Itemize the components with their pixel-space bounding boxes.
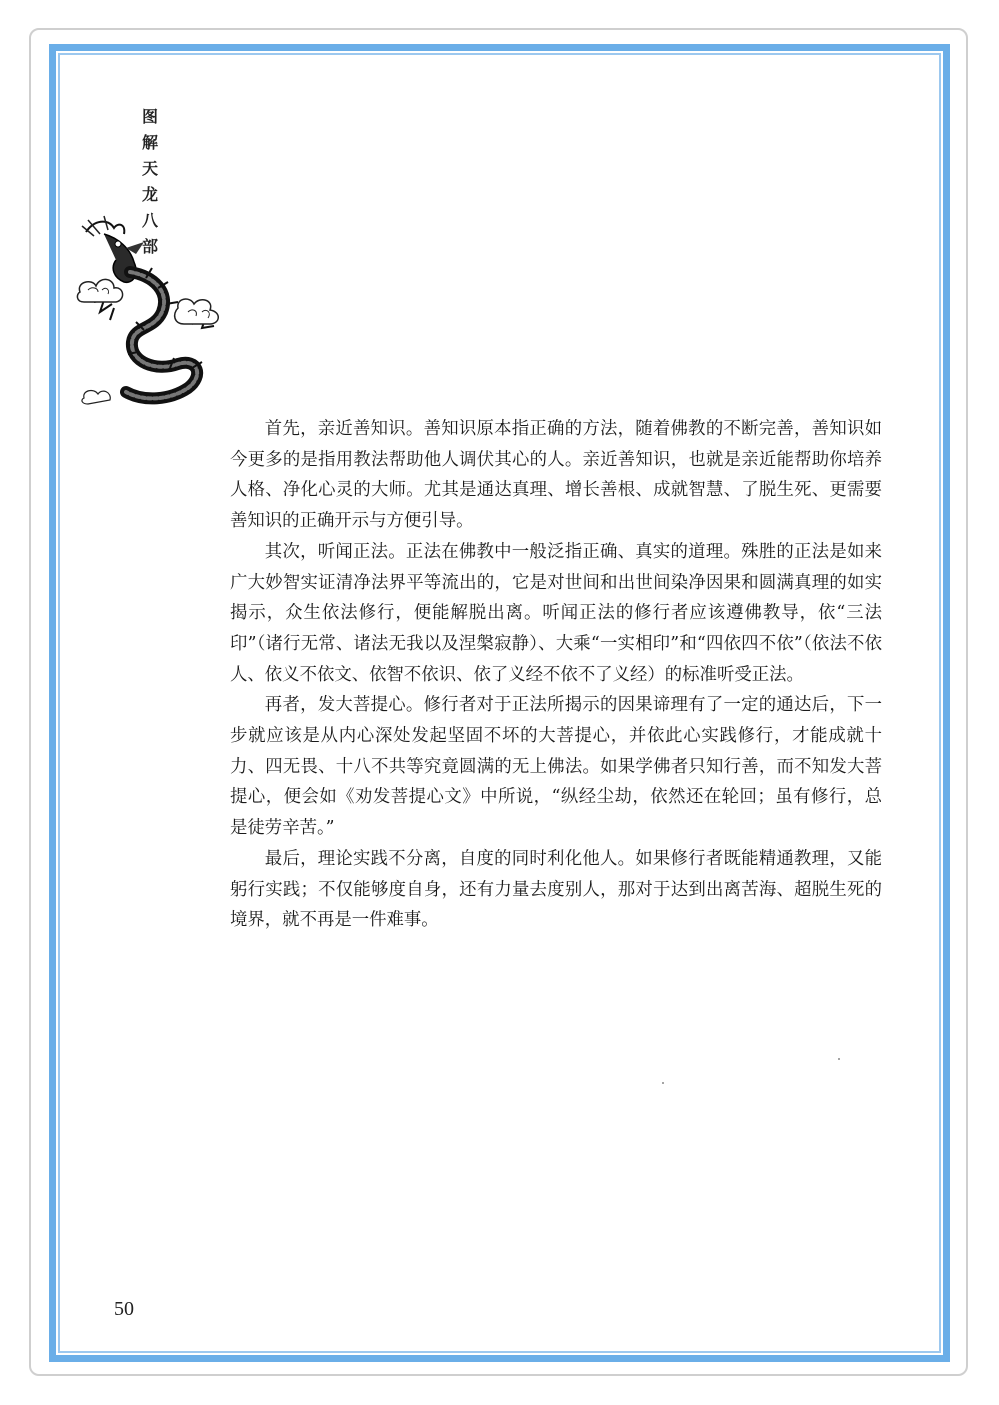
title-char: 解 [141, 133, 158, 152]
page-number: 50 [114, 1298, 134, 1320]
title-char: 八 [141, 211, 158, 230]
paragraph: 最后，理论实践不分离，自度的同时利化他人。如果修行者既能精通教理，又能躬行实践；不仅能够度自身，还有力量去度别人，那对于达到出离苦海、超脱生死的境界，就不再是一件难事。 [230, 848, 882, 931]
paragraph: 再者，发大菩提心。修行者对于正法所揭示的因果谛理有了一定的通达后，下一步就应该是从内心深处发起坚固不坏的大菩提心，并依此心实践修行，才能成就十力、四无畏、十八不共等究竟圆满的无上佛法。如果学佛者只知行善，而不知发大菩提心，便会如《劝发菩提心文》中所说，“纵经尘劫，依然还在轮回；虽有修行，总是徒劳辛苦。” [230, 695, 882, 839]
print-speck [662, 1082, 664, 1084]
title-char: 图 [141, 107, 158, 126]
paragraph: 其次，听闻正法。正法在佛教中一般泛指正确、真实的道理。殊胜的正法是如来广大妙智实证清净法界平等流出的，它是对世间和出世间染净因果和圆满真理的如实揭示，众生依法修行，便能解脱出离。听闻正法的修行者应该遵佛教导，依“三法印”（诸行无常、诸法无我以及涅槃寂静）、大乘“一实相印”和“四依四不依”（依法不依人、依义不依文、依智不依识、依了义经不依不了义经）的标准听受正法。 [230, 541, 882, 685]
body-text [230, 414, 882, 936]
title-char: 部 [141, 237, 158, 256]
dragon-icon [74, 212, 226, 412]
paragraph: 首先，亲近善知识。善知识原本指正确的方法，随着佛教的不断完善，善知识如今更多的是指用教法帮助他人调伏其心的人。亲近善知识，也就是亲近能帮助你培养人格、净化心灵的大师。尤其是通达真理、增长善根、成就智慧、了脱生死、更需要善知识的正确开示与方便引导。 [230, 419, 882, 532]
print-speck [838, 1058, 840, 1060]
title-char: 龙 [141, 185, 158, 204]
title-char: 天 [141, 159, 158, 178]
